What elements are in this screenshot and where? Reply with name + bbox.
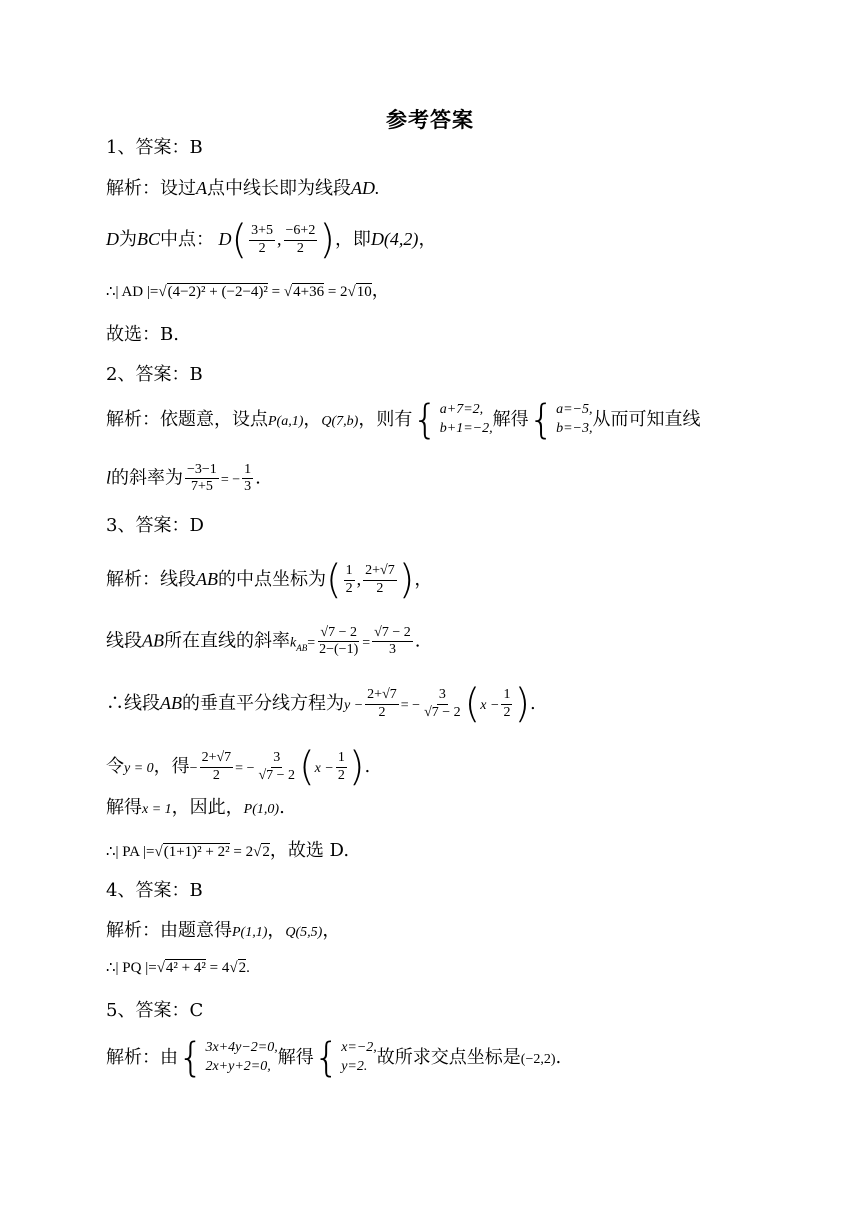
page-title: 参考答案 [386, 108, 474, 132]
answer-3: 3、答案：D [106, 515, 204, 536]
analysis-3-line2: 线段AB所在直线的斜率$k_{AB}=$ $\frac{√7 - 2}{2-(-1)}$ = $\frac{√7 - 2}{3}$ . [106, 625, 421, 658]
analysis-3-line3: ∴线段AB的垂直平分线方程为y − $\frac{2+√7}{2}$ = − $\frac{3}{√7 - 2}$ (x − $\frac{1}{2}$ ). [106, 681, 536, 727]
analysis-4-line1: 解析：由题意得P(1,1)，Q(5,5)， [106, 920, 341, 941]
analysis-3-line6: ∴| PA |=√(1+1)² + 2² = 2√2，故选 D. [106, 840, 350, 861]
analysis-3-line1: 解析：线段AB的中点坐标为( $\frac{1}{2}$ , $\frac{2+√7}{2}$ )， [106, 557, 433, 603]
answer-4: 4、答案：B [106, 880, 203, 901]
analysis-5-line1: 解析：由 { 3x+4y−2=0, 2x+y+2=0, 解得 { x=−2, y=2. 故所求交点坐标是(−2,2). [106, 1035, 562, 1081]
analysis-1-line1: 解析：设过A点中线长即为线段AD. [106, 178, 380, 199]
analysis-2-line2: l的斜率为 $\frac{-3-1}{7+5}$ = − $\frac{1}{3}$ . [106, 462, 261, 495]
analysis-1-line2: D为BC中点： D( $\frac{3+5}{2}$ , $\frac{-6+2}{2}$ )，即D(4,2)， [106, 217, 437, 263]
analysis-2-line1: 解析：依题意，设点P(a,1)，Q(7,b)，则有 { a+7=2, b+1=−2, 解得 { a=−5, b=−3, 从而可知直线 [106, 397, 701, 443]
analysis-4-line2: ∴| PQ |=√4² + 4² = 4√2. [106, 960, 250, 976]
equation-system: { a+7=2, b+1=−2, [412, 397, 493, 443]
fraction: $\frac{3+5}{2}$ [251, 223, 274, 256]
analysis-3-line4: 令y = 0，得− $\frac{2+√7}{2}$ = − $\frac{3}{√7 - 2}$ (x − $\frac{1}{2}$ ). [106, 744, 371, 790]
equation-system: { a=−5, b=−3, [528, 397, 593, 443]
analysis-1-line3: ∴| AD |=√(4−2)² + (−2−4)² = √4+36 = 2√10， [106, 280, 390, 301]
analysis-3-line5: 解得x = 1，因此，P(1,0). [106, 797, 285, 818]
answer-1: 1、答案：B [106, 137, 203, 158]
conclusion-1: 故选：B. [106, 324, 179, 345]
answer-2: 2、答案：B [106, 364, 203, 385]
fraction: $\frac{-6+2}{2}$ [285, 223, 316, 256]
answer-5: 5、答案：C [106, 1000, 204, 1021]
